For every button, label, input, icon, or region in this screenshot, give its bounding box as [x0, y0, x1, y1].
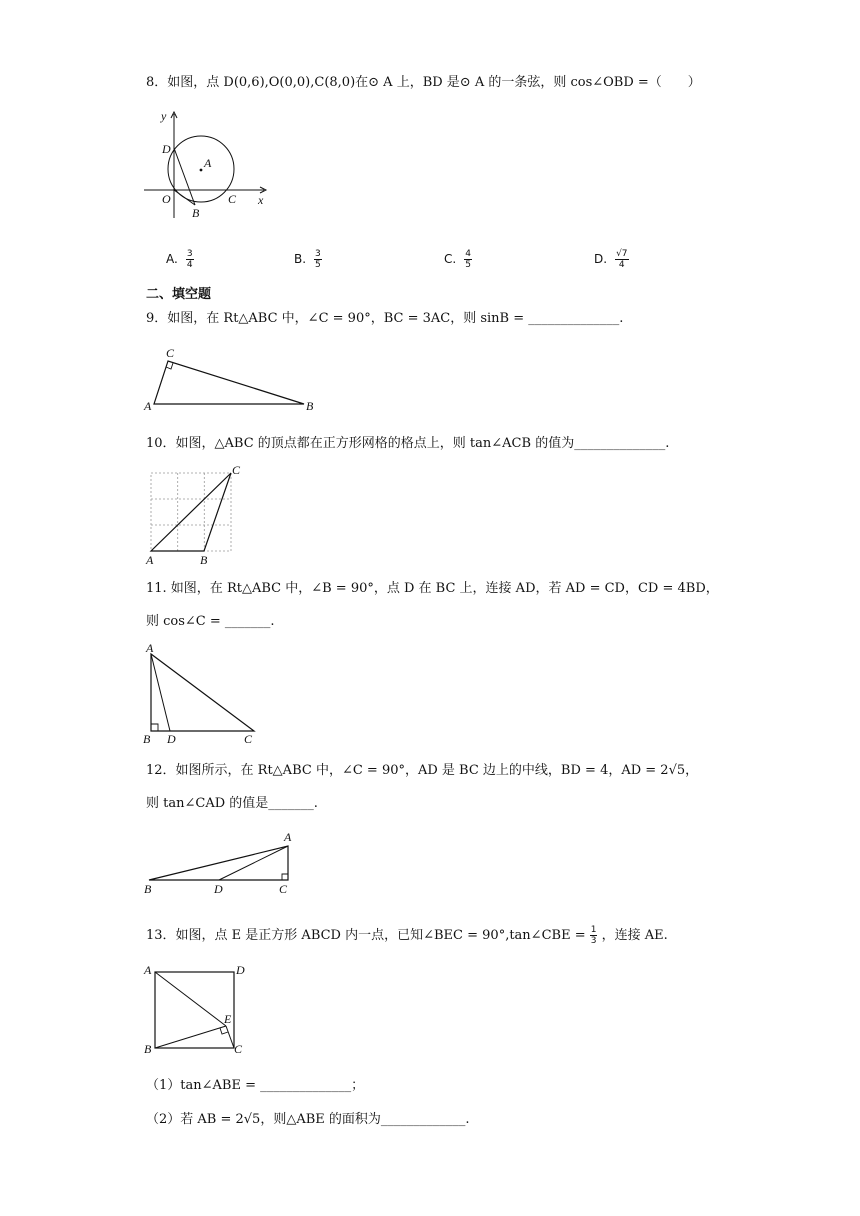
q8-label-a: A	[204, 156, 212, 170]
q9-label-c: C	[166, 346, 175, 360]
choice-a-letter: A.	[166, 252, 178, 266]
question-11-line1: 11. 如图，在 Rt△ABC 中，∠B = 90°，点 D 在 BC 上，连接 AD，若 AD = CD，CD = 4BD，	[146, 581, 719, 596]
q8-label-x: x	[258, 193, 264, 207]
q13-label-a: A	[144, 963, 152, 977]
q13-label-e: E	[224, 1012, 232, 1026]
q8-label-c: C	[228, 192, 237, 206]
question-12-line2: 则 tan∠CAD 的值是_______.	[146, 796, 318, 811]
choice-c-letter: C.	[444, 252, 457, 266]
question-10-text: 10．如图，△ABC 的顶点都在正方形网格的格点上，则 tan∠ACB 的值为______________.	[146, 436, 670, 451]
q13-label-d: D	[236, 963, 245, 977]
section-title-fill-blank: 二、填空题	[146, 287, 212, 302]
choice-b[interactable]	[294, 244, 322, 274]
q11-label-b: B	[143, 732, 151, 746]
q10-label-c: C	[232, 463, 241, 477]
q8-label-o: O	[162, 192, 171, 206]
q9-label-a: A	[144, 399, 152, 413]
choice-a[interactable]	[166, 244, 194, 274]
question-13-sub2: （2）若 AB = 2√5，则△ABE 的面积为_____________.	[146, 1112, 470, 1127]
choice-c[interactable]	[444, 244, 472, 274]
choice-c-fraction: $\frac{4}{5}$	[465, 248, 471, 270]
q12-label-b: B	[144, 882, 152, 896]
choice-d-fraction: $\frac{√7}{4}$	[616, 248, 628, 270]
question-10-figure	[140, 462, 250, 572]
question-13-sub1: （1）tan∠ABE = ______________；	[146, 1078, 365, 1093]
q13-label-c: C	[234, 1042, 243, 1056]
q10-label-a: A	[146, 553, 154, 567]
question-12-line1: 12．如图所示，在 Rt△ABC 中，∠C = 90°，AD 是 BC 边上的中线，BD = 4，AD = 2√5，	[146, 763, 699, 778]
q11-label-d: D	[167, 732, 176, 746]
q8-label-d: D	[162, 142, 171, 156]
q11-label-c: C	[244, 732, 253, 746]
q10-label-b: B	[200, 553, 208, 567]
q8-label-b: B	[192, 206, 200, 220]
question-13-text	[146, 925, 668, 946]
q11-label-a: A	[146, 641, 154, 655]
question-13-figure	[140, 960, 260, 1060]
choice-d[interactable]	[594, 244, 629, 274]
question-13-text-after: ，连接 AE.	[601, 928, 668, 943]
q8-label-y: y	[161, 109, 167, 123]
choice-b-fraction: $\frac{3}{5}$	[315, 248, 321, 270]
q13-label-b: B	[144, 1042, 152, 1056]
question-12-figure	[140, 826, 310, 898]
choice-a-fraction: $\frac{3}{4}$	[186, 248, 193, 270]
q9-label-b: B	[306, 399, 314, 413]
q12-label-c: C	[279, 882, 288, 896]
question-9-figure	[140, 342, 330, 414]
question-11-figure	[140, 640, 270, 748]
question-9-text: 9．如图，在 Rt△ABC 中，∠C = 90°，BC = 3AC，则 sinB = ______________.	[146, 311, 624, 326]
choice-d-letter: D.	[594, 252, 608, 266]
q12-label-d: D	[214, 882, 223, 896]
q12-label-a: A	[284, 830, 292, 844]
question-13-text-before: 13．如图，点 E 是正方形 ABCD 内一点，已知∠BEC = 90°,tan∠CBE =	[146, 928, 586, 943]
question-13-fraction: $\frac{1}{3}$	[590, 925, 597, 946]
choice-b-letter: B.	[294, 252, 307, 266]
question-8-figure	[140, 106, 280, 226]
question-11-line2: 则 cos∠C = _______.	[146, 614, 275, 629]
question-8-text: 8．如图，点 D(0,6),O(0,0),C(8,0)在⊙ A 上，BD 是⊙ A 的一条弦，则 cos∠OBD =（ ）	[146, 75, 701, 90]
